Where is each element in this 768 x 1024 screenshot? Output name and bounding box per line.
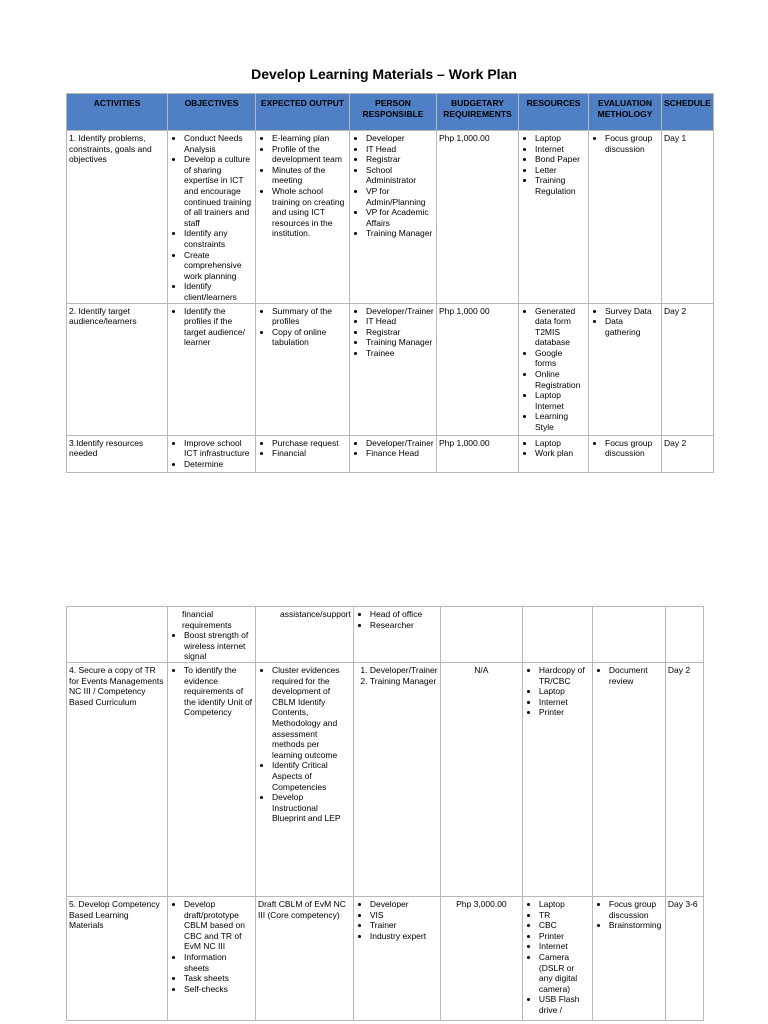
- list-item: • Identify any constraints: [184, 228, 253, 249]
- budget-cell: Php 3,000.00: [440, 896, 522, 1020]
- header-evaluation-methology: EVALUATION METHOLOGY: [589, 94, 662, 131]
- list-item: • Conduct Needs Analysis: [184, 133, 253, 154]
- list-item: • Purchase request: [272, 438, 347, 449]
- list-item: • Work plan: [535, 448, 586, 459]
- resources-cell: [519, 131, 589, 304]
- list-item: • E-learning plan: [272, 133, 347, 144]
- budget-cell: N/A: [440, 662, 522, 896]
- list-item: • Learning Style: [535, 411, 586, 432]
- list-item: • Brainstorming: [609, 920, 663, 931]
- header-expected-output: EXPECTED OUTPUT: [256, 94, 350, 131]
- header-schedule: SCHEDULE: [662, 94, 714, 131]
- list-item: • Self-checks: [184, 984, 253, 995]
- objectives-cell: [168, 662, 256, 896]
- list-item: • Developer: [366, 133, 434, 144]
- objectives-cell: [168, 607, 256, 663]
- list-item: • Training Manager: [366, 228, 434, 239]
- objectives-cell: [168, 896, 256, 1020]
- list-item: • TR: [539, 910, 590, 921]
- evaluation-cell: [589, 303, 662, 435]
- header-resources: RESOURCES: [519, 94, 589, 131]
- schedule-cell: Day 2: [662, 435, 714, 472]
- evaluation-cell: [592, 896, 665, 1020]
- list-item: • Focus group discussion: [605, 438, 659, 459]
- header-objectives: OBJECTIVES: [168, 94, 256, 131]
- page-title: Develop Learning Materials – Work Plan: [251, 66, 517, 82]
- list-item: • CBC: [539, 920, 590, 931]
- list-item: • Identify the profiles if the target audience/ learner: [184, 306, 253, 348]
- list-item: • Registrar: [366, 154, 434, 165]
- list-item: • Document review: [609, 665, 663, 686]
- list-item: • VIS: [370, 910, 438, 921]
- list-item: • Trainer: [370, 920, 438, 931]
- table-row: [67, 131, 714, 304]
- list-item: • Develop draft/prototype CBLM based on CBC and TR of EvM NC III: [184, 899, 253, 952]
- list-item: • Summary of the profiles: [272, 306, 347, 327]
- list-item: • Laptop: [535, 438, 586, 449]
- header-activities: ACTIVITIES: [67, 94, 168, 131]
- evaluation-cell: [589, 435, 662, 472]
- list-item: • Laptop Internet: [535, 390, 586, 411]
- list-item: • Cluster evidences required for the development of CBLM Identify Contents, Methodology and assessment methods per learning outcome: [272, 665, 351, 760]
- resources-cell: [519, 435, 589, 472]
- list-item: • Focus group discussion: [605, 133, 659, 154]
- table-row: [67, 896, 704, 1020]
- list-item: • Develop Instructional Blueprint and LEP: [272, 792, 351, 824]
- header-person-responsible: PERSON RESPONSIBLE: [350, 94, 437, 131]
- list-item: • VP for Admin/Planning: [366, 186, 434, 207]
- evaluation-cell: [592, 607, 665, 663]
- list-item: • Online Registration: [535, 369, 586, 390]
- list-item: • Training Manager: [366, 337, 434, 348]
- list-item: • IT Head: [366, 316, 434, 327]
- list-item: • Registrar: [366, 327, 434, 338]
- schedule-cell: Day 3-6: [665, 896, 703, 1020]
- output-cell: [256, 303, 350, 435]
- list-item: • VP for Academic Affairs: [366, 207, 434, 228]
- list-item: • School Administrator: [366, 165, 434, 186]
- list-item: • Minutes of the meeting: [272, 165, 347, 186]
- resources-cell: [522, 662, 592, 896]
- list-item: • Internet: [539, 697, 590, 708]
- objectives-continued-text: financial requirements: [182, 609, 232, 630]
- person-cell: [350, 303, 437, 435]
- list-item: • Improve school ICT infrastructure: [184, 438, 253, 459]
- list-item: • Focus group discussion: [609, 899, 663, 920]
- person-cell: [350, 131, 437, 304]
- list-item: • Letter: [535, 165, 586, 176]
- list-item: • Finance Head: [366, 448, 434, 459]
- list-item: • Training Regulation: [535, 175, 586, 196]
- activity-cell: 1. Identify problems, constraints, goals and objectives: [67, 131, 168, 304]
- list-item: • Laptop: [539, 899, 590, 910]
- output-cell: [256, 662, 354, 896]
- list-item: • Head of office: [370, 609, 438, 620]
- list-item: • To identify the evidence requirements of the identify Unit of Competency: [184, 665, 253, 718]
- work-plan-table-page1: [66, 93, 714, 473]
- list-item: • Boost strength of wireless internet signal: [184, 630, 253, 662]
- list-item: • Industry expert: [370, 931, 438, 942]
- list-item: • Developer/Trainer: [366, 306, 434, 317]
- resources-cell: [522, 607, 592, 663]
- list-item: • Financial: [272, 448, 347, 459]
- schedule-cell: [665, 607, 703, 663]
- list-item: • Information sheets: [184, 952, 253, 973]
- list-item: • Laptop: [539, 686, 590, 697]
- list-item: • Survey Data: [605, 306, 659, 317]
- table-row-continued: [67, 607, 704, 663]
- activity-cell: 2. Identify target audience/learners: [67, 303, 168, 435]
- table-row: [67, 435, 714, 472]
- output-cell: [256, 607, 354, 663]
- list-item: • Developer: [370, 899, 438, 910]
- header-row: [67, 94, 714, 131]
- list-item: • Generated data form T2MIS database: [535, 306, 586, 348]
- header-budgetary-requirements: BUDGETARY REQUIREMENTS: [437, 94, 519, 131]
- list-item: • IT Head: [366, 144, 434, 155]
- budget-cell: Php 1,000 00: [437, 303, 519, 435]
- list-item: • Determine: [184, 459, 253, 470]
- list-item: • Data gathering: [605, 316, 659, 337]
- list-item: • Trainee: [366, 348, 434, 359]
- list-item: • Identify Critical Aspects of Competencies: [272, 760, 351, 792]
- list-item: • Develop a culture of sharing expertise in ICT and encourage continued training of all trainers and staff: [184, 154, 253, 228]
- activity-cell: 3.Identify resources needed: [67, 435, 168, 472]
- person-cell: [353, 662, 440, 896]
- output-cell: Draft CBLM of EvM NC III (Core competency): [256, 896, 354, 1020]
- activity-cell: [67, 607, 168, 663]
- table-row: [67, 662, 704, 896]
- person-cell: [353, 896, 440, 1020]
- output-cell: [256, 131, 350, 304]
- list-item: • Printer: [539, 707, 590, 718]
- schedule-cell: Day 2: [665, 662, 703, 896]
- output-continued-text: assistance/support: [280, 609, 351, 619]
- list-item: • Identify client/learners: [184, 281, 253, 302]
- list-item: • Printer: [539, 931, 590, 942]
- objectives-cell: [168, 131, 256, 304]
- budget-cell: [440, 607, 522, 663]
- schedule-cell: Day 1: [662, 131, 714, 304]
- list-item: • Laptop: [535, 133, 586, 144]
- list-item: • Task sheets: [184, 973, 253, 984]
- resources-cell: [522, 896, 592, 1020]
- evaluation-cell: [592, 662, 665, 896]
- list-item: • Researcher: [370, 620, 438, 631]
- list-item: 1. Developer/Trainer: [370, 665, 438, 676]
- activity-cell: 5. Develop Competency Based Learning Materials: [67, 896, 168, 1020]
- list-item: • USB Flash drive /: [539, 994, 590, 1015]
- list-item: • Internet: [535, 144, 586, 155]
- schedule-cell: Day 2: [662, 303, 714, 435]
- evaluation-cell: [589, 131, 662, 304]
- list-item: • Profile of the development team: [272, 144, 347, 165]
- output-cell: [256, 435, 350, 472]
- list-item: • Whole school training on creating and using ICT resources in the institution.: [272, 186, 347, 239]
- activity-cell: 4. Secure a copy of TR for Events Managements NC III / Competency Based Curriculum: [67, 662, 168, 896]
- resources-cell: [519, 303, 589, 435]
- list-item: • Hardcopy of TR/CBC: [539, 665, 590, 686]
- work-plan-table-page2: [66, 606, 704, 1021]
- list-item: 2. Training Manager: [370, 676, 438, 687]
- list-item: • Developer/Trainer: [366, 438, 434, 449]
- person-cell: [350, 435, 437, 472]
- budget-cell: Php 1,000.00: [437, 435, 519, 472]
- objectives-cell: [168, 435, 256, 472]
- list-item: • Create comprehensive work planning: [184, 250, 253, 282]
- list-item: • Copy of online tabulation: [272, 327, 347, 348]
- list-item: • Bond Paper: [535, 154, 586, 165]
- list-item: • Google forms: [535, 348, 586, 369]
- objectives-cell: [168, 303, 256, 435]
- table-row: [67, 303, 714, 435]
- person-cell: [353, 607, 440, 663]
- budget-cell: Php 1,000.00: [437, 131, 519, 304]
- list-item: • Internet: [539, 941, 590, 952]
- list-item: • Camera (DSLR or any digital camera): [539, 952, 590, 994]
